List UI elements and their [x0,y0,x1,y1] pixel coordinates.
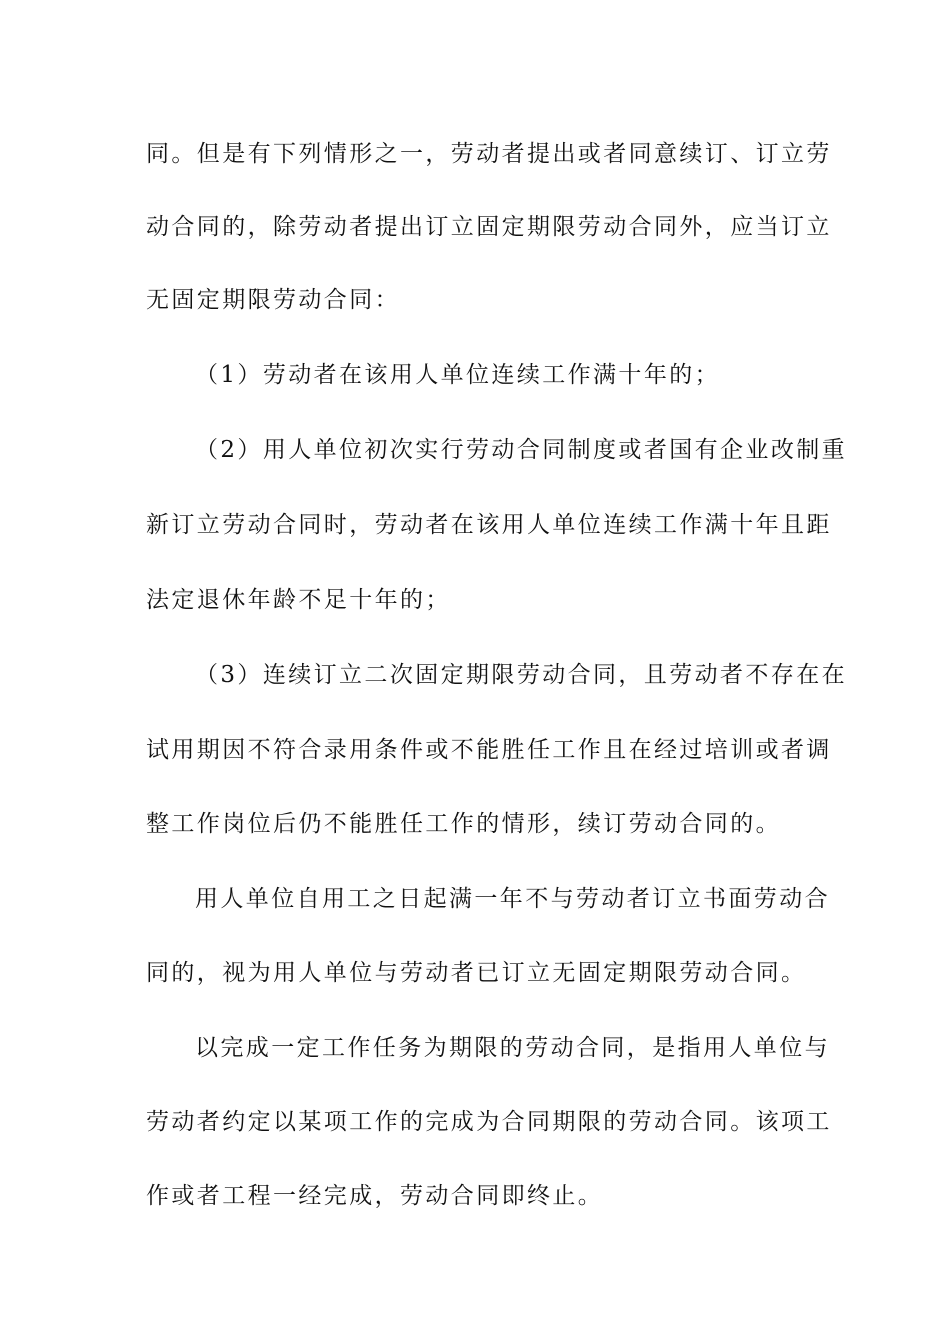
paragraph-line: 以完成一定工作任务为期限的劳动合同，是指用人单位与 [195,1035,830,1061]
list-item: （2）用人单位初次实行劳动合同制度或者国有企业改制重 [195,437,848,463]
list-item: （3）连续订立二次固定期限劳动合同，且劳动者不存在在 [195,662,848,688]
paragraph-line: 无固定期限劳动合同： [146,287,400,313]
paragraph-line: 新订立劳动合同时，劳动者在该用人单位连续工作满十年且距 [146,512,832,538]
paragraph-line: 动合同的，除劳动者提出订立固定期限劳动合同外，应当订立 [146,214,832,240]
paragraph-line: 整工作岗位后仍不能胜任工作的情形，续订劳动合同的。 [146,811,781,837]
list-item: （1）劳动者在该用人单位连续工作满十年的； [195,362,721,388]
paragraph-line: 同的，视为用人单位与劳动者已订立无固定期限劳动合同。 [146,960,807,986]
paragraph-line: 作或者工程一经完成，劳动合同即终止。 [146,1183,604,1209]
paragraph-line: 同。但是有下列情形之一，劳动者提出或者同意续订、订立劳 [146,141,832,167]
paragraph-line: 法定退休年龄不足十年的； [146,587,451,613]
paragraph-line: 试用期因不符合录用条件或不能胜任工作且在经过培训或者调 [146,737,832,763]
paragraph-line: 劳动者约定以某项工作的完成为合同期限的劳动合同。该项工 [146,1109,832,1135]
paragraph-line: 用人单位自用工之日起满一年不与劳动者订立书面劳动合 [195,886,830,912]
